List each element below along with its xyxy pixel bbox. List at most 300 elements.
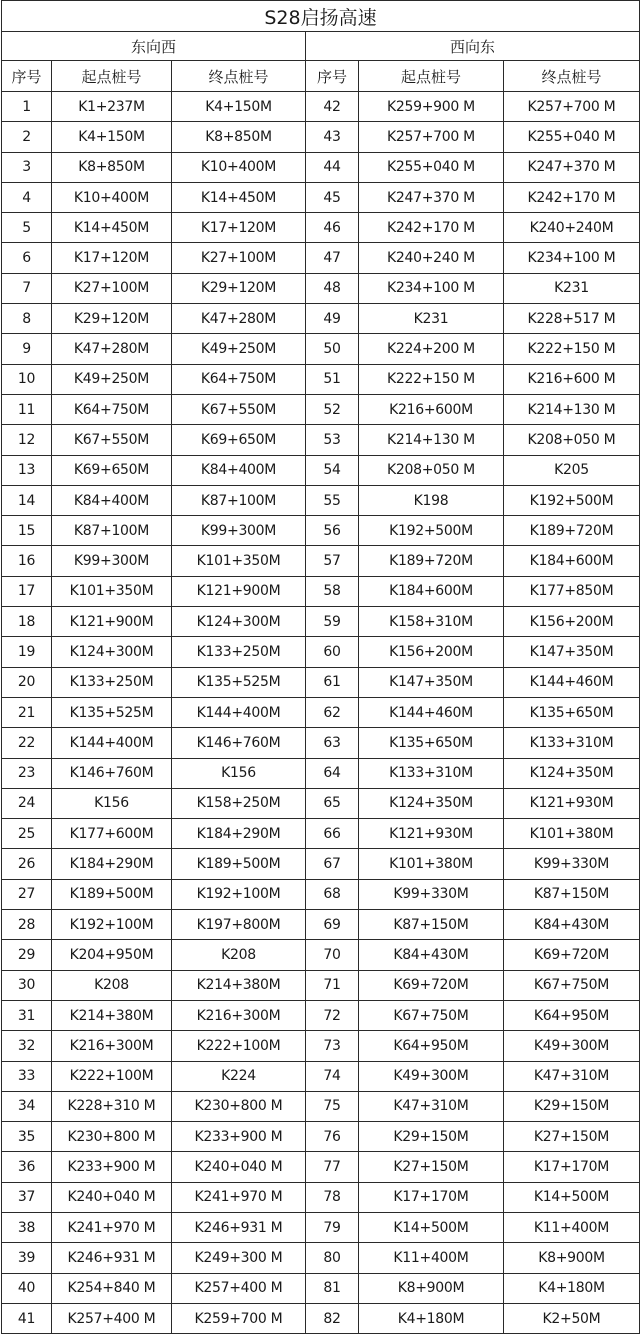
cell-start-right: K87+150M [359, 910, 504, 940]
table-row [2, 182, 640, 212]
cell-end-left: K121+900M [172, 576, 306, 606]
cell-seq-left: 7 [2, 273, 52, 303]
cell-end-left: K67+550M [172, 394, 306, 424]
cell-seq-right: 76 [306, 1122, 359, 1152]
cell-start-right: K189+720M [359, 546, 504, 576]
header-end-left: 终点桩号 [172, 61, 306, 92]
cell-seq-left: 6 [2, 243, 52, 273]
cell-end-right: K2+50M [504, 1303, 640, 1333]
cell-seq-right: 67 [306, 849, 359, 879]
table-row [2, 1273, 640, 1303]
cell-end-right: K144+460M [504, 667, 640, 697]
cell-seq-right: 59 [306, 607, 359, 637]
table-row [2, 304, 640, 334]
cell-start-left: K230+800 M [52, 1122, 172, 1152]
cell-start-right: K208+050 M [359, 455, 504, 485]
cell-end-left: K240+040 M [172, 1152, 306, 1182]
header-seq-right: 序号 [306, 61, 359, 92]
table-row [2, 485, 640, 515]
table-row [2, 970, 640, 1000]
cell-start-right: K69+720M [359, 970, 504, 1000]
cell-seq-right: 51 [306, 364, 359, 394]
cell-end-left: K47+280M [172, 304, 306, 334]
cell-end-left: K144+400M [172, 697, 306, 727]
cell-end-right: K228+517 M [504, 304, 640, 334]
cell-seq-left: 3 [2, 152, 52, 182]
direction-east-to-west: 东向西 [2, 32, 306, 61]
cell-end-right: K189+720M [504, 516, 640, 546]
cell-start-right: K67+750M [359, 1000, 504, 1030]
cell-end-right: K27+150M [504, 1122, 640, 1152]
table-row [2, 819, 640, 849]
cell-start-right: K192+500M [359, 516, 504, 546]
cell-seq-right: 61 [306, 667, 359, 697]
table-row [2, 607, 640, 637]
cell-seq-left: 9 [2, 334, 52, 364]
cell-start-right: K247+370 M [359, 182, 504, 212]
cell-start-left: K189+500M [52, 879, 172, 909]
cell-start-left: K246+931 M [52, 1243, 172, 1273]
cell-start-right: K64+950M [359, 1031, 504, 1061]
cell-start-left: K204+950M [52, 940, 172, 970]
cell-start-right: K224+200 M [359, 334, 504, 364]
direction-west-to-east: 西向东 [306, 32, 640, 61]
table-row [2, 637, 640, 667]
table-row [2, 1031, 640, 1061]
cell-seq-right: 68 [306, 879, 359, 909]
cell-end-left: K4+150M [172, 92, 306, 122]
cell-end-right: K135+650M [504, 697, 640, 727]
cell-end-right: K156+200M [504, 607, 640, 637]
cell-end-right: K49+300M [504, 1031, 640, 1061]
cell-end-right: K121+930M [504, 788, 640, 818]
cell-end-right: K234+100 M [504, 243, 640, 273]
cell-start-left: K222+100M [52, 1061, 172, 1091]
cell-end-right: K222+150 M [504, 334, 640, 364]
cell-start-left: K233+900 M [52, 1152, 172, 1182]
table-row [2, 425, 640, 455]
cell-end-left: K64+750M [172, 364, 306, 394]
cell-start-right: K255+040 M [359, 152, 504, 182]
cell-end-right: K184+600M [504, 546, 640, 576]
cell-start-left: K64+750M [52, 394, 172, 424]
cell-start-left: K240+040 M [52, 1182, 172, 1212]
table-row [2, 1122, 640, 1152]
cell-seq-right: 79 [306, 1212, 359, 1242]
cell-start-left: K84+400M [52, 485, 172, 515]
cell-start-right: K242+170 M [359, 213, 504, 243]
cell-seq-left: 20 [2, 667, 52, 697]
cell-start-right: K198 [359, 485, 504, 515]
cell-end-left: K69+650M [172, 425, 306, 455]
cell-seq-left: 17 [2, 576, 52, 606]
cell-start-right: K133+310M [359, 758, 504, 788]
header-start-left: 起点桩号 [52, 61, 172, 92]
cell-seq-right: 49 [306, 304, 359, 334]
cell-seq-left: 26 [2, 849, 52, 879]
cell-seq-left: 40 [2, 1273, 52, 1303]
cell-end-right: K67+750M [504, 970, 640, 1000]
cell-seq-right: 66 [306, 819, 359, 849]
cell-end-right: K192+500M [504, 485, 640, 515]
cell-seq-left: 11 [2, 394, 52, 424]
cell-start-right: K222+150 M [359, 364, 504, 394]
cell-start-left: K49+250M [52, 364, 172, 394]
cell-start-left: K69+650M [52, 455, 172, 485]
cell-seq-right: 69 [306, 910, 359, 940]
direction-row [2, 32, 640, 61]
cell-start-left: K177+600M [52, 819, 172, 849]
cell-start-left: K87+100M [52, 516, 172, 546]
cell-start-right: K17+170M [359, 1182, 504, 1212]
cell-seq-right: 74 [306, 1061, 359, 1091]
cell-seq-right: 42 [306, 92, 359, 122]
cell-end-left: K87+100M [172, 485, 306, 515]
cell-end-right: K64+950M [504, 1000, 640, 1030]
header-start-right: 起点桩号 [359, 61, 504, 92]
cell-seq-right: 73 [306, 1031, 359, 1061]
cell-end-left: K84+400M [172, 455, 306, 485]
cell-seq-left: 27 [2, 879, 52, 909]
header-end-right: 终点桩号 [504, 61, 640, 92]
cell-seq-left: 33 [2, 1061, 52, 1091]
cell-start-right: K158+310M [359, 607, 504, 637]
cell-seq-right: 60 [306, 637, 359, 667]
cell-start-right: K144+460M [359, 697, 504, 727]
cell-end-left: K233+900 M [172, 1122, 306, 1152]
table-row [2, 92, 640, 122]
cell-end-right: K205 [504, 455, 640, 485]
cell-start-right: K84+430M [359, 940, 504, 970]
cell-start-left: K156 [52, 788, 172, 818]
cell-start-right: K147+350M [359, 667, 504, 697]
cell-end-right: K99+330M [504, 849, 640, 879]
highway-segment-table [1, 0, 640, 1334]
table-row [2, 1243, 640, 1273]
cell-end-left: K101+350M [172, 546, 306, 576]
cell-end-right: K8+900M [504, 1243, 640, 1273]
cell-start-left: K17+120M [52, 243, 172, 273]
cell-end-right: K87+150M [504, 879, 640, 909]
cell-seq-left: 12 [2, 425, 52, 455]
cell-end-right: K216+600 M [504, 364, 640, 394]
cell-seq-right: 64 [306, 758, 359, 788]
table-row [2, 1091, 640, 1121]
cell-start-left: K192+100M [52, 910, 172, 940]
cell-seq-left: 25 [2, 819, 52, 849]
cell-seq-right: 63 [306, 728, 359, 758]
cell-start-left: K14+450M [52, 213, 172, 243]
cell-start-right: K216+600M [359, 394, 504, 424]
cell-end-left: K135+525M [172, 667, 306, 697]
cell-start-left: K99+300M [52, 546, 172, 576]
cell-start-right: K4+180M [359, 1303, 504, 1333]
cell-seq-left: 2 [2, 122, 52, 152]
table-row [2, 243, 640, 273]
cell-end-right: K133+310M [504, 728, 640, 758]
table-row [2, 758, 640, 788]
cell-seq-left: 19 [2, 637, 52, 667]
cell-end-left: K222+100M [172, 1031, 306, 1061]
cell-start-right: K47+310M [359, 1091, 504, 1121]
table-row [2, 1182, 640, 1212]
cell-end-left: K124+300M [172, 607, 306, 637]
cell-start-right: K121+930M [359, 819, 504, 849]
cell-start-right: K156+200M [359, 637, 504, 667]
cell-seq-left: 32 [2, 1031, 52, 1061]
cell-end-left: K189+500M [172, 849, 306, 879]
cell-seq-left: 35 [2, 1122, 52, 1152]
cell-seq-right: 47 [306, 243, 359, 273]
cell-end-right: K214+130 M [504, 394, 640, 424]
table-row [2, 364, 640, 394]
cell-start-left: K67+550M [52, 425, 172, 455]
cell-seq-right: 52 [306, 394, 359, 424]
cell-start-right: K214+130 M [359, 425, 504, 455]
cell-seq-left: 28 [2, 910, 52, 940]
cell-end-right: K124+350M [504, 758, 640, 788]
cell-start-right: K11+400M [359, 1243, 504, 1273]
cell-end-left: K214+380M [172, 970, 306, 1000]
table-row [2, 879, 640, 909]
table-row [2, 849, 640, 879]
cell-end-right: K4+180M [504, 1273, 640, 1303]
cell-seq-left: 24 [2, 788, 52, 818]
cell-end-left: K49+250M [172, 334, 306, 364]
cell-end-left: K208 [172, 940, 306, 970]
cell-seq-right: 44 [306, 152, 359, 182]
cell-start-left: K216+300M [52, 1031, 172, 1061]
cell-seq-right: 62 [306, 697, 359, 727]
table-row [2, 516, 640, 546]
cell-seq-left: 16 [2, 546, 52, 576]
cell-start-right: K101+380M [359, 849, 504, 879]
cell-start-right: K135+650M [359, 728, 504, 758]
cell-seq-right: 56 [306, 516, 359, 546]
cell-seq-right: 72 [306, 1000, 359, 1030]
cell-start-left: K27+100M [52, 273, 172, 303]
cell-seq-right: 78 [306, 1182, 359, 1212]
title-row [2, 1, 640, 32]
cell-start-right: K29+150M [359, 1122, 504, 1152]
cell-start-left: K144+400M [52, 728, 172, 758]
cell-seq-right: 58 [306, 576, 359, 606]
cell-end-right: K208+050 M [504, 425, 640, 455]
cell-end-right: K69+720M [504, 940, 640, 970]
table-row [2, 546, 640, 576]
cell-end-right: K177+850M [504, 576, 640, 606]
cell-start-right: K259+900 M [359, 92, 504, 122]
cell-end-right: K242+170 M [504, 182, 640, 212]
cell-start-left: K257+400 M [52, 1303, 172, 1333]
cell-end-left: K192+100M [172, 879, 306, 909]
cell-start-right: K184+600M [359, 576, 504, 606]
cell-seq-right: 57 [306, 546, 359, 576]
cell-seq-left: 5 [2, 213, 52, 243]
cell-start-left: K1+237M [52, 92, 172, 122]
cell-seq-left: 8 [2, 304, 52, 334]
cell-end-right: K11+400M [504, 1212, 640, 1242]
cell-start-left: K184+290M [52, 849, 172, 879]
table-row [2, 910, 640, 940]
cell-end-left: K156 [172, 758, 306, 788]
cell-seq-left: 30 [2, 970, 52, 1000]
cell-seq-right: 50 [306, 334, 359, 364]
cell-seq-left: 31 [2, 1000, 52, 1030]
cell-end-left: K14+450M [172, 182, 306, 212]
cell-seq-right: 71 [306, 970, 359, 1000]
cell-end-left: K17+120M [172, 213, 306, 243]
cell-seq-left: 1 [2, 92, 52, 122]
cell-end-left: K29+120M [172, 273, 306, 303]
cell-seq-right: 77 [306, 1152, 359, 1182]
table-row [2, 455, 640, 485]
cell-seq-right: 80 [306, 1243, 359, 1273]
table-row [2, 394, 640, 424]
cell-seq-right: 82 [306, 1303, 359, 1333]
cell-end-left: K146+760M [172, 728, 306, 758]
cell-end-right: K84+430M [504, 910, 640, 940]
cell-end-left: K216+300M [172, 1000, 306, 1030]
table-row [2, 122, 640, 152]
cell-seq-right: 43 [306, 122, 359, 152]
table-row [2, 273, 640, 303]
cell-start-left: K135+525M [52, 697, 172, 727]
table-row [2, 213, 640, 243]
cell-seq-right: 55 [306, 485, 359, 515]
cell-seq-left: 41 [2, 1303, 52, 1333]
cell-end-left: K197+800M [172, 910, 306, 940]
cell-end-left: K10+400M [172, 152, 306, 182]
cell-seq-left: 23 [2, 758, 52, 788]
cell-end-right: K247+370 M [504, 152, 640, 182]
cell-start-left: K214+380M [52, 1000, 172, 1030]
cell-seq-left: 4 [2, 182, 52, 212]
table-row [2, 728, 640, 758]
cell-start-right: K231 [359, 304, 504, 334]
cell-end-right: K231 [504, 273, 640, 303]
table-row [2, 1061, 640, 1091]
cell-seq-left: 39 [2, 1243, 52, 1273]
table-row [2, 152, 640, 182]
cell-start-left: K4+150M [52, 122, 172, 152]
header-row [2, 61, 640, 92]
table-row [2, 667, 640, 697]
cell-seq-left: 34 [2, 1091, 52, 1121]
cell-seq-left: 36 [2, 1152, 52, 1182]
cell-end-right: K147+350M [504, 637, 640, 667]
table-row [2, 788, 640, 818]
cell-start-right: K8+900M [359, 1273, 504, 1303]
cell-start-left: K208 [52, 970, 172, 1000]
cell-start-right: K99+330M [359, 879, 504, 909]
cell-seq-right: 48 [306, 273, 359, 303]
table-row [2, 334, 640, 364]
cell-start-right: K27+150M [359, 1152, 504, 1182]
table-title: S28启扬高速 [2, 1, 640, 32]
cell-seq-left: 29 [2, 940, 52, 970]
cell-end-left: K230+800 M [172, 1091, 306, 1121]
cell-start-right: K14+500M [359, 1212, 504, 1242]
cell-end-left: K246+931 M [172, 1212, 306, 1242]
cell-seq-right: 53 [306, 425, 359, 455]
cell-start-right: K240+240 M [359, 243, 504, 273]
table-row [2, 697, 640, 727]
cell-start-left: K101+350M [52, 576, 172, 606]
cell-seq-left: 14 [2, 485, 52, 515]
cell-start-left: K254+840 M [52, 1273, 172, 1303]
cell-end-left: K259+700 M [172, 1303, 306, 1333]
cell-end-right: K101+380M [504, 819, 640, 849]
cell-end-right: K17+170M [504, 1152, 640, 1182]
table-row [2, 1303, 640, 1333]
cell-start-left: K10+400M [52, 182, 172, 212]
cell-end-right: K255+040 M [504, 122, 640, 152]
cell-seq-right: 46 [306, 213, 359, 243]
cell-end-right: K47+310M [504, 1061, 640, 1091]
cell-start-right: K234+100 M [359, 273, 504, 303]
cell-seq-left: 22 [2, 728, 52, 758]
table-row [2, 1152, 640, 1182]
cell-seq-left: 18 [2, 607, 52, 637]
cell-seq-left: 37 [2, 1182, 52, 1212]
header-seq-left: 序号 [2, 61, 52, 92]
table-row [2, 940, 640, 970]
cell-start-left: K29+120M [52, 304, 172, 334]
cell-start-left: K8+850M [52, 152, 172, 182]
cell-seq-left: 21 [2, 697, 52, 727]
cell-start-left: K133+250M [52, 667, 172, 697]
cell-seq-left: 13 [2, 455, 52, 485]
cell-end-left: K241+970 M [172, 1182, 306, 1212]
cell-start-right: K124+350M [359, 788, 504, 818]
cell-seq-right: 54 [306, 455, 359, 485]
table-row [2, 1212, 640, 1242]
cell-end-right: K14+500M [504, 1182, 640, 1212]
cell-seq-left: 38 [2, 1212, 52, 1242]
cell-end-left: K133+250M [172, 637, 306, 667]
cell-end-right: K257+700 M [504, 92, 640, 122]
cell-seq-right: 65 [306, 788, 359, 818]
cell-seq-right: 75 [306, 1091, 359, 1121]
cell-start-right: K257+700 M [359, 122, 504, 152]
cell-seq-right: 81 [306, 1273, 359, 1303]
cell-end-left: K158+250M [172, 788, 306, 818]
cell-start-left: K241+970 M [52, 1212, 172, 1242]
cell-end-right: K240+240M [504, 213, 640, 243]
cell-start-right: K49+300M [359, 1061, 504, 1091]
cell-end-left: K99+300M [172, 516, 306, 546]
cell-start-left: K47+280M [52, 334, 172, 364]
cell-end-left: K249+300 M [172, 1243, 306, 1273]
cell-end-left: K224 [172, 1061, 306, 1091]
table-row [2, 1000, 640, 1030]
cell-start-left: K228+310 M [52, 1091, 172, 1121]
table-row [2, 576, 640, 606]
cell-end-left: K27+100M [172, 243, 306, 273]
cell-seq-right: 45 [306, 182, 359, 212]
cell-start-left: K124+300M [52, 637, 172, 667]
cell-seq-left: 10 [2, 364, 52, 394]
cell-end-left: K257+400 M [172, 1273, 306, 1303]
cell-seq-left: 15 [2, 516, 52, 546]
cell-start-left: K121+900M [52, 607, 172, 637]
cell-end-right: K29+150M [504, 1091, 640, 1121]
cell-end-left: K8+850M [172, 122, 306, 152]
cell-start-left: K146+760M [52, 758, 172, 788]
cell-end-left: K184+290M [172, 819, 306, 849]
cell-seq-right: 70 [306, 940, 359, 970]
